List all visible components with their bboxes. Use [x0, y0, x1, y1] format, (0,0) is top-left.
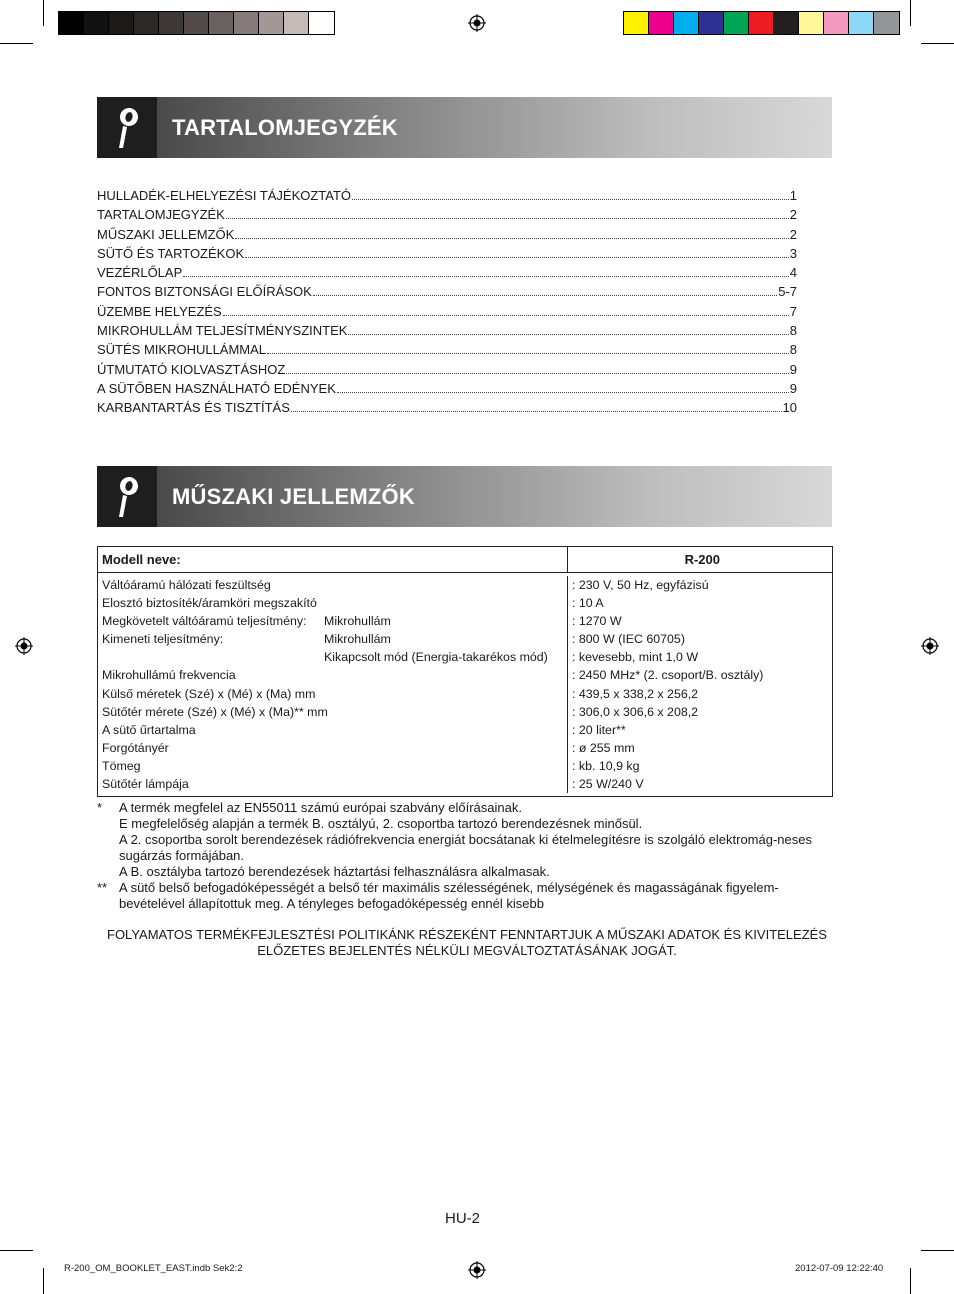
toc-entry-title: KARBANTARTÁS ÉS TISZTÍTÁS — [97, 400, 290, 416]
spec-row-value — [568, 648, 832, 666]
footnote — [97, 800, 837, 880]
toc-leader-dots — [226, 218, 789, 219]
footnote — [97, 880, 837, 912]
header-icon-box — [97, 97, 157, 158]
toc-entry-title: MIKROHULLÁM TELJESÍTMÉNYSZINTEK — [97, 323, 348, 339]
model-label: Modell neve: — [98, 547, 568, 572]
toc-entry-title: ÜZEMBE HELYEZÉS — [97, 303, 222, 319]
footer-file-info: R-200_OM_BOOKLET_EAST.indb Sek2:2 — [64, 1263, 243, 1274]
spec-row-value — [568, 685, 832, 703]
toc-entry[interactable] — [97, 244, 797, 263]
specs-section-header — [97, 466, 832, 527]
color-swatch — [699, 12, 724, 34]
toc-entry-title: MŰSZAKI JELLEMZŐK — [97, 226, 235, 242]
toc-entry[interactable] — [97, 398, 797, 417]
spec-label: Megkövetelt váltóáramú teljesítmény: — [102, 614, 307, 629]
toc-entry-page: 1 — [789, 188, 797, 203]
spec-label: Külső méretek (Szé) x (Mé) x (Ma) mm — [102, 686, 316, 701]
toc-entry-title: TARTALOMJEGYZÉK — [97, 207, 225, 223]
spec-label: Tömeg — [102, 758, 141, 773]
spec-label: Forgótányér — [102, 740, 169, 755]
toc-entry-page: 8 — [789, 323, 797, 339]
toc-entry-page: 9 — [789, 380, 797, 396]
specifications-table — [97, 546, 833, 797]
table-body — [98, 573, 832, 796]
footnote-line: A termék megfelel az EN55011 számú európai szabvány előírásainak. — [119, 800, 522, 815]
crop-mark — [910, 0, 911, 26]
registration-mark-icon — [15, 637, 33, 655]
spec-sublabel: Kikapcsolt mód (Energia-takarékos mód) — [324, 650, 548, 665]
spec-value: : 800 W (IEC 60705) — [572, 632, 685, 647]
color-swatch — [774, 12, 799, 34]
spec-value: : kb. 10,9 kg — [572, 758, 640, 773]
toc-entry-page: 3 — [789, 245, 797, 261]
toc-entry-page: 8 — [789, 342, 797, 358]
footnote-line: E megfelelőség alapján a termék B. osztályú, 2. csoportba tartozó berendezésnek minősül. — [119, 816, 643, 831]
spec-sublabel: Mikrohullám — [324, 614, 391, 629]
toc-leader-dots — [352, 199, 789, 200]
registration-mark-icon — [468, 1261, 486, 1279]
color-swatch — [259, 12, 284, 34]
color-swatch — [84, 12, 109, 34]
color-swatch — [209, 12, 234, 34]
registration-mark-icon — [921, 637, 939, 655]
policy-statement — [97, 927, 837, 959]
footnote-line: A sütő belső befogadóképességét a belső tér maximális szélességének, mélységének és magasságának figyelem-bevételével állapítottuk meg. A tényleges befogadóképesség ennél kisebb — [119, 880, 779, 911]
color-swatch — [59, 12, 84, 34]
spec-row-label — [98, 612, 567, 630]
grayscale-color-bar — [58, 11, 335, 35]
color-swatch — [674, 12, 699, 34]
spec-row-label — [98, 757, 567, 775]
toc-leader-dots — [235, 238, 789, 239]
toc-entry-page: 2 — [789, 207, 797, 223]
info-pin-icon — [113, 475, 141, 519]
page-title: TARTALOMJEGYZÉK — [172, 115, 398, 140]
toc-entry[interactable] — [97, 360, 797, 379]
color-swatch — [309, 12, 334, 34]
spec-row-label — [98, 576, 567, 594]
spec-row-label — [98, 739, 567, 757]
toc-entry[interactable] — [97, 263, 797, 282]
spec-label: Mikrohullámú frekvencia — [102, 668, 236, 683]
policy-line: ELŐZETES BEJELENTÉS NÉLKÜLI MEGVÁLTOZTATÁSÁNAK JOGÁT. — [257, 943, 677, 958]
toc-entry-title: HULLADÉK-ELHELYEZÉSI TÁJÉKOZTATÓ — [97, 188, 352, 203]
spec-value: : 230 V, 50 Hz, egyfázisú — [572, 578, 709, 592]
crop-mark — [43, 0, 44, 26]
process-color-bar — [623, 11, 900, 35]
spec-row-value — [568, 612, 832, 630]
spec-value: : 20 liter** — [572, 722, 626, 737]
spec-label: Elosztó biztosíték/áramköri megszakító — [102, 596, 317, 611]
color-swatch — [824, 12, 849, 34]
toc-leader-dots — [267, 353, 789, 354]
toc-leader-dots — [348, 334, 788, 335]
crop-mark — [921, 1250, 954, 1251]
table-header-row — [98, 547, 832, 573]
spec-value: : 1270 W — [572, 614, 622, 629]
footnote-line: A B. osztályba tartozó berendezések háztartási felhasználásra alkalmasak. — [119, 864, 550, 879]
spec-row-value — [568, 630, 832, 648]
spec-row-value — [568, 721, 832, 739]
spec-row-value — [568, 757, 832, 775]
spec-row-label — [98, 594, 567, 612]
color-swatch — [134, 12, 159, 34]
spec-row-value — [568, 576, 832, 594]
color-swatch — [874, 12, 899, 34]
toc-leader-dots — [313, 295, 777, 296]
toc-entry[interactable] — [97, 282, 797, 301]
toc-leader-dots — [337, 392, 789, 393]
spec-label: Sütőtér mérete (Szé) x (Mé) x (Ma)** mm — [102, 704, 328, 719]
footnote-marker: * — [97, 800, 103, 815]
color-swatch — [159, 12, 184, 34]
color-swatch — [799, 12, 824, 34]
policy-line: FOLYAMATOS TERMÉKFEJLESZTÉSI POLITIKÁNK RÉSZEKÉNT FENNTARTJUK A MŰSZAKI ADATOK ÉS KIVITELEZÉS — [107, 927, 827, 942]
toc-section-header — [97, 97, 832, 158]
info-pin-icon — [113, 106, 141, 150]
toc-entry-page: 2 — [789, 226, 797, 242]
spec-labels-column — [98, 576, 568, 793]
color-swatch — [724, 12, 749, 34]
crop-mark — [910, 1268, 911, 1294]
toc-leader-dots — [223, 315, 789, 316]
crop-mark — [43, 1268, 44, 1294]
spec-row-label — [98, 775, 567, 793]
spec-row-label — [98, 685, 567, 703]
toc-entry-page: 9 — [789, 361, 797, 377]
toc-entry-page: 4 — [789, 265, 797, 281]
toc-leader-dots — [286, 373, 789, 374]
toc-leader-dots — [291, 411, 782, 412]
spec-values-column — [568, 576, 832, 793]
spec-value: : ø 255 mm — [572, 740, 635, 755]
toc-entry-page: 10 — [782, 400, 797, 416]
spec-label: Váltóáramú hálózati feszültség — [102, 578, 271, 592]
section-title: MŰSZAKI JELLEMZŐK — [172, 484, 415, 509]
spec-row-value — [568, 594, 832, 612]
spec-label: Kimeneti teljesítmény: — [102, 632, 224, 647]
toc-entry[interactable] — [97, 186, 797, 205]
spec-value: : 306,0 x 306,6 x 208,2 — [572, 704, 699, 719]
spec-value: : 10 A — [572, 596, 604, 611]
color-swatch — [849, 12, 874, 34]
toc-entry[interactable] — [97, 340, 797, 359]
header-icon-box — [97, 466, 157, 527]
spec-row-label — [98, 666, 567, 684]
toc-leader-dots — [183, 276, 789, 277]
crop-mark — [921, 43, 954, 44]
footnote-text — [119, 880, 837, 912]
color-swatch — [109, 12, 134, 34]
toc-entry-title: ÚTMUTATÓ KIOLVASZTÁSHOZ — [97, 361, 286, 377]
toc-entry-page: 7 — [789, 303, 797, 319]
toc-entry-title: SÜTŐ ÉS TARTOZÉKOK — [97, 245, 245, 261]
spec-row-value — [568, 666, 832, 684]
registration-mark-icon — [468, 14, 486, 32]
toc-entry[interactable] — [97, 321, 797, 340]
spec-row-label — [98, 721, 567, 739]
toc-entry[interactable] — [97, 225, 797, 244]
spec-label — [98, 648, 324, 666]
crop-mark — [0, 1250, 33, 1251]
spec-row-value — [568, 775, 832, 793]
table-of-contents — [97, 186, 797, 418]
spec-value: : 439,5 x 338,2 x 256,2 — [572, 686, 699, 701]
toc-entry-title: VEZÉRLŐLAP — [97, 265, 183, 281]
spec-label: Sütőtér lámpája — [102, 777, 189, 792]
spec-value: : 2450 MHz* (2. csoport/B. osztály) — [572, 668, 764, 683]
toc-entry-title: A SÜTŐBEN HASZNÁLHATÓ EDÉNYEK — [97, 380, 336, 396]
toc-entry-title: FONTOS BIZTONSÁGI ELŐÍRÁSOK — [97, 284, 312, 300]
footnote-line: A 2. csoportba sorolt berendezések rádiófrekvencia energiát bocsátanak ki ételmelegítésre is szolgáló elektromág-neses sugárzás formájában. — [119, 832, 812, 863]
toc-entry-title: SÜTÉS MIKROHULLÁMMAL — [97, 342, 267, 358]
spec-row-label — [98, 630, 567, 648]
spec-row-label — [98, 648, 567, 666]
color-swatch — [624, 12, 649, 34]
spec-row-value — [568, 739, 832, 757]
spec-label: A sütő űrtartalma — [102, 722, 196, 737]
toc-leader-dots — [245, 257, 789, 258]
color-swatch — [284, 12, 309, 34]
color-swatch — [649, 12, 674, 34]
crop-mark — [0, 43, 33, 44]
page-number: HU-2 — [445, 1210, 481, 1227]
model-value: R-200 — [684, 552, 720, 567]
footnote-marker: ** — [97, 880, 108, 895]
spec-value: : 25 W/240 V — [572, 777, 644, 792]
toc-entry-page: 5-7 — [778, 284, 797, 300]
color-swatch — [234, 12, 259, 34]
toc-entry[interactable] — [97, 302, 797, 321]
toc-entry[interactable] — [97, 379, 797, 398]
spec-row-label — [98, 703, 567, 721]
footnote-text — [119, 800, 837, 880]
footer-timestamp: 2012-07-09 12:22:40 — [795, 1263, 884, 1274]
spec-value: : kevesebb, mint 1,0 W — [572, 650, 699, 665]
spec-row-value — [568, 703, 832, 721]
color-swatch — [749, 12, 774, 34]
toc-entry[interactable] — [97, 205, 797, 224]
footnotes — [97, 800, 837, 912]
color-swatch — [184, 12, 209, 34]
spec-sublabel: Mikrohullám — [324, 632, 391, 647]
